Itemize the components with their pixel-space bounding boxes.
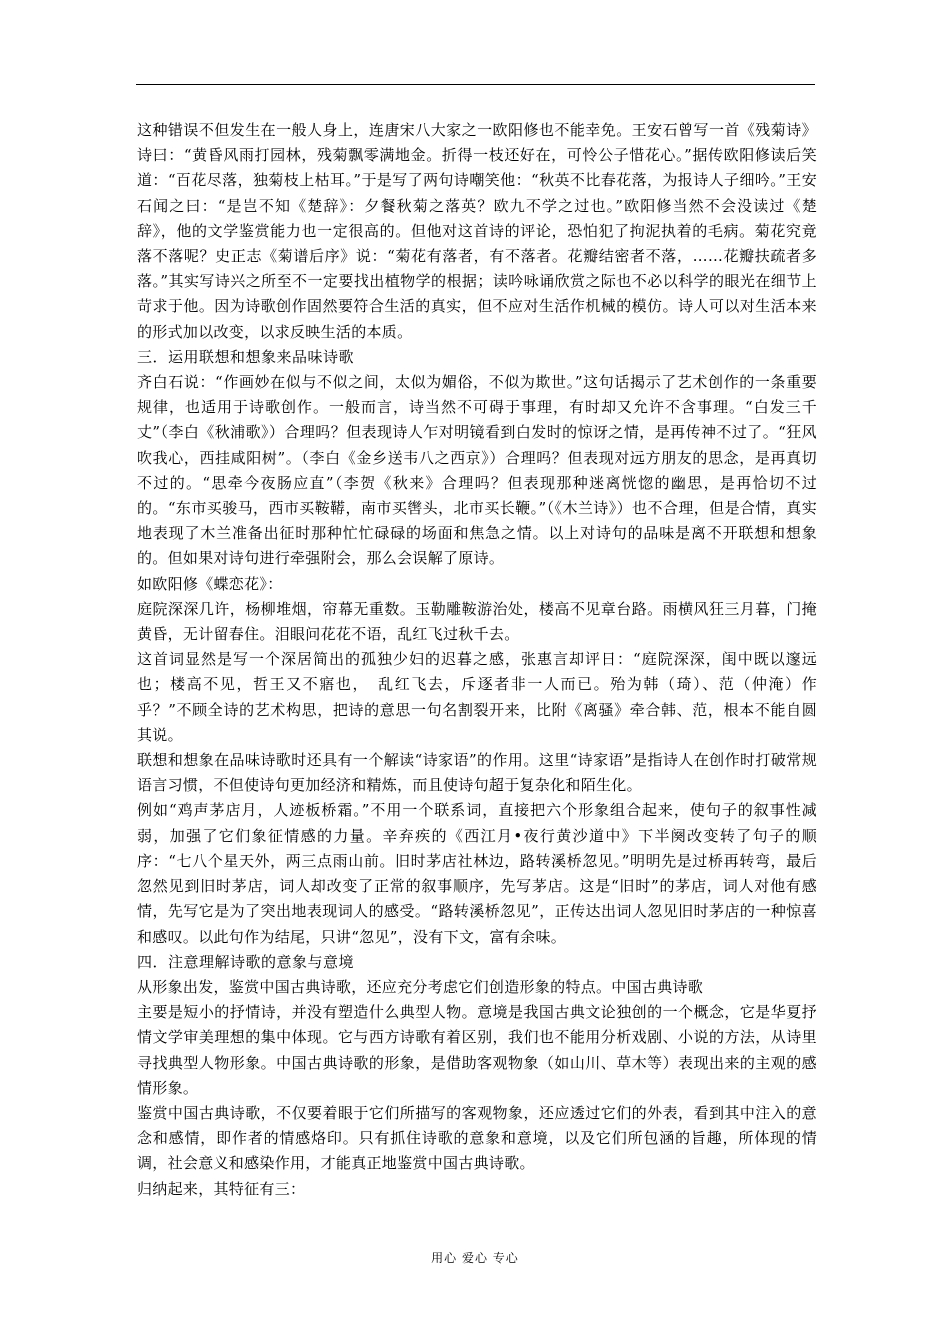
paragraph-example-xin-qiji: 例如“鸡声茅店月，人迹板桥霜。”不用一个联系词，直接把六个形象组合起来，使句子的叙事性减弱，加强了它们象征情感的力量。辛弃疾的《西江月•夜行黄沙道中》下半阕改变转了句子的顺序：“七八个星天外，两三点雨山前。旧时茅店社林边，路转溪桥忽见。”明明先是过桥再转弯，最后忽然见到旧时茅店，词人却改变了正常的叙事顺序，先写茅店。这是“旧时”的茅店，词人对他有感情，先写它是为了突出地表现词人的感受。“路转溪桥忽见”，正传达出词人忽见旧时茅店的一种惊喜和感叹。以此句作为结尾，只讲“忽见”，没有下文，富有余味。 [137, 801, 817, 946]
header-rule [136, 84, 815, 85]
paragraph-zhang-huiyan: 这首词显然是写一个深居简出的孤独少妇的迟暮之感，张惠言却评日：“庭院深深，闺中既以邃远也；楼高不见，哲王又不寤也， 乱红飞去，斥逐者非一人而已。殆为韩（琦）、范（仲淹）作乎？”不顾全诗的艺术构思，把诗的意思一句名割裂开来，比附《离骚》牵合韩、范，根本不能自圆其说。 [137, 650, 817, 744]
paragraph-image-intro: 从形象出发，鉴赏中国古典诗歌，还应充分考虑它们创造形象的特点。中国古典诗歌 [137, 977, 704, 996]
paragraph-ouyang-criticism: 这种错误不但发生在一般人身上，连唐宋八大家之一欧阳修也不能幸免。王安石曾写一首《残菊诗》诗曰：“黄昏风雨打园林，残菊飘零满地金。折得一枝还好在，可怜公子惜花心。”据传欧阳修读后笑道：“百花尽落，独菊枝上枯耳。”于是写了两句诗嘲笑他：“秋英不比春花落，为报诗人子细吟。”王安石闻之曰：“是岂不知《楚辞》：夕餐秋菊之落英？欧九不学之过也。”欧阳修当然不会没读过《楚辞》，他的文学鉴赏能力也一定很高的。但他对这首诗的评论，恐怕犯了拘泥执着的毛病。菊花究竟落不落呢？史正志《菊谱后序》说：“菊花有落者，有不落者。花瓣结密者不落，……花瓣扶疏者多落。”其实写诗兴之所至不一定要找出植物学的根据；读吟咏诵欣赏之际也不必以科学的眼光在细节上苛求于他。因为诗歌创作固然要符合生活的真实，但不应对生活作机械的模仿。诗人可以对生活本来的形式加以改变，以求反映生活的本质。 [137, 121, 817, 341]
section-heading-4: 四．注意理解诗歌的意象与意境 [137, 952, 355, 971]
paragraph-poet-language: 联想和想象在品味诗歌时还具有一个解读“诗家语”的作用。这里“诗家语”是指诗人在创作时打破常规语言习惯，不但使诗句更加经济和精炼，而且使诗句超于复杂化和陌生化。 [137, 751, 817, 795]
paragraph-die-lian-hua-poem: 庭院深深几许，杨柳堆烟，帘幕无重数。玉勒雕鞍游治处，楼高不见章台路。雨横风狂三月暮，门掩黄昏，无计留春住。泪眼问花花不语，乱红飞过秋千去。 [137, 599, 817, 644]
paragraph-lyric-poetry: 主要是短小的抒情诗，并没有塑造什么典型人物。意境是我国古典文论独创的一个概念，它是华夏抒情文学审美理想的集中体现。它与西方诗歌有着区别，我们也不能用分析戏剧、小说的方法，从诗里寻找典型人物形象。中国古典诗歌的形象，是借助客观物象（如山川、草木等）表现出来的主观的感情形象。 [137, 1003, 817, 1097]
paragraph-appreciation: 鉴赏中国古典诗歌，不仅要着眼于它们所描写的客观物象，还应透过它们的外表，看到其中注入的意念和感情，即作者的情感烙印。只有抓住诗歌的意象和意境，以及它们所包涵的旨趣，所体现的情调，社会意义和感染作用，才能真正地鉴赏中国古典诗歌。 [137, 1103, 817, 1173]
section-heading-3: 三．运用联想和想象来品味诗歌 [137, 347, 355, 366]
paragraph-qi-baishi: 齐白石说：“作画妙在似与不似之间，太似为媚俗，不似为欺世。”这句话揭示了艺术创作的一条重要规律，也适用于诗歌创作。一般而言，诗当然不可碍于事理，有时却又允许不含事理。“白发三千丈”（李白《秋浦歌》）合理吗？但表现诗人乍对明镜看到白发时的惊讶之情，是再传神不过了。“狂风吹我心，西挂咸阳树”。（李白《金乡送韦八之西京》）合理吗？但表现对远方朋友的思念，是再真切不过的。“思牵今夜肠应直”（李贺《秋来》合理吗？但表现那种迷离恍惚的幽思，是再恰切不过的。“东市买骏马，西市买鞍鞯，南市买辔头，北市买长鞭。”（《木兰诗》）也不合理，但是合情，真实地表现了木兰准备出征时那种忙忙碌碌的场面和焦急之情。以上对诗句的品味是离不开联想和想象的。但如果对诗句进行牵强附会，那么会误解了原诗。 [137, 373, 817, 568]
page-footer: 用心 爱心 专心 [431, 1251, 519, 1265]
paragraph-summary-lead: 归纳起来，其特征有三： [137, 1179, 306, 1198]
document-body [137, 118, 817, 1202]
paragraph-die-lian-hua-intro: 如欧阳修《蝶恋花》： [137, 574, 283, 593]
